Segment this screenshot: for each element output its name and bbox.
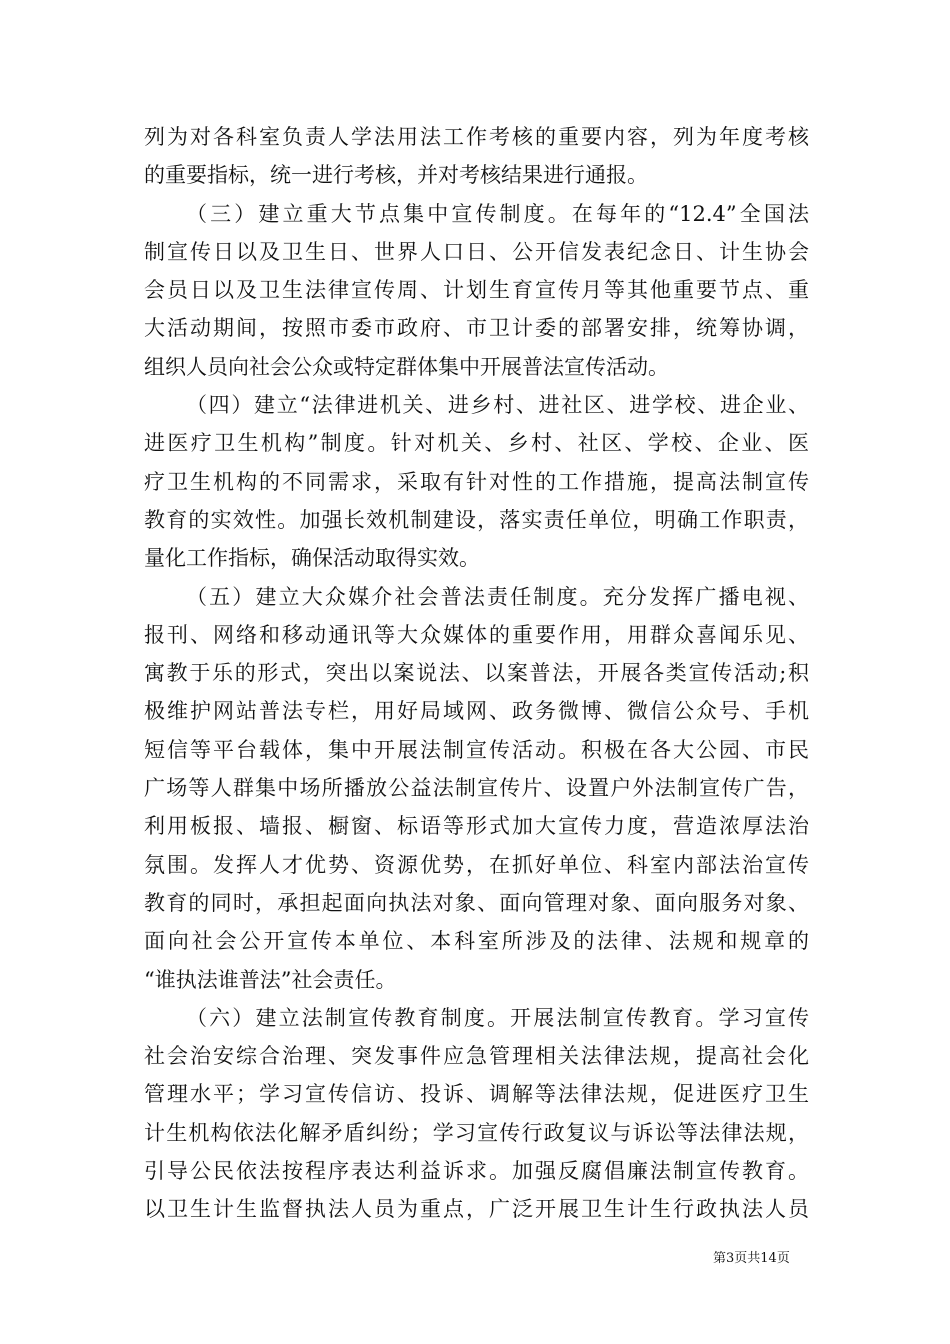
body-text	[144, 118, 809, 1229]
text-line-29: 以卫生计生监督执法人员为重点，广泛开展卫生计生行政执法人员	[144, 1197, 809, 1222]
text-line-22: 面向社会公开宣传本单位、本科室所涉及的法律、法规和规章的	[144, 929, 809, 954]
text-line-13: （五）建立大众媒介社会普法责任制度。充分发挥广播电视、	[186, 584, 809, 609]
text-line-4: 制宣传日以及卫生日、世界人口日、公开信发表纪念日、计生协会	[144, 239, 809, 264]
text-line-3: （三）建立重大节点集中宣传制度。在每年的“12.4”全国法	[186, 201, 809, 226]
text-line-21: 教育的同时，承担起面向执法对象、面向管理对象、面向服务对象、	[144, 890, 809, 915]
text-line-11: 教育的实效性。加强长效机制建设，落实责任单位，明确工作职责，	[144, 507, 809, 532]
text-line-20: 氛围。发挥人才优势、资源优势，在抓好单位、科室内部法治宣传	[144, 852, 809, 877]
text-line-18: 广场等人群集中场所播放公益法制宣传片、设置户外法制宣传广告，	[144, 776, 809, 801]
text-line-1: 列为对各科室负责人学法用法工作考核的重要内容，列为年度考核	[144, 125, 809, 149]
page-number: 第3页共14页	[713, 1251, 790, 1266]
text-line-16: 极维护网站普法专栏，用好局域网、政务微博、微信公众号、手机	[144, 699, 809, 724]
text-line-5: 会员日以及卫生法律宣传周、计划生育宣传月等其他重要节点、重	[144, 278, 809, 303]
text-line-10: 疗卫生机构的不同需求，采取有针对性的工作措施，提高法制宣传	[144, 469, 809, 494]
text-line-9: 进医疗卫生机构”制度。针对机关、乡村、社区、学校、企业、医	[144, 431, 809, 456]
text-line-7: 组织人员向社会公众或特定群体集中开展普法宣传活动。	[144, 354, 669, 379]
text-line-28: 引导公民依法按程序表达利益诉求。加强反腐倡廉法制宣传教育。	[144, 1159, 809, 1184]
text-line-2: 的重要指标，统一进行考核，并对考核结果进行通报。	[144, 163, 648, 188]
text-line-26: 管理水平；学习宣传信访、投诉、调解等法律法规，促进医疗卫生	[144, 1082, 809, 1107]
text-line-12: 量化工作指标，确保活动取得实效。	[144, 546, 480, 571]
text-line-24: （六）建立法制宣传教育制度。开展法制宣传教育。学习宣传	[186, 1005, 809, 1030]
text-line-15: 寓教于乐的形式，突出以案说法、以案普法，开展各类宣传活动;积	[144, 661, 809, 686]
text-line-8: （四）建立“法律进机关、进乡村、进社区、进学校、进企业、	[186, 393, 809, 418]
text-line-27: 计生机构依法化解矛盾纠纷；学习宣传行政复议与诉讼等法律法规，	[144, 1120, 809, 1145]
text-line-14: 报刊、网络和移动通讯等大众媒体的重要作用，用群众喜闻乐见、	[144, 622, 809, 647]
text-line-6: 大活动期间，按照市委市政府、市卫计委的部署安排，统筹协调，	[144, 316, 809, 341]
text-line-23: “谁执法谁普法”社会责任。	[144, 967, 397, 992]
text-line-17: 短信等平台载体，集中开展法制宣传活动。积极在各大公园、市民	[144, 737, 809, 762]
text-line-25: 社会治安综合治理、突发事件应急管理相关法律法规，提高社会化	[144, 1044, 809, 1069]
text-line-19: 利用板报、墙报、橱窗、标语等形式加大宣传力度，营造浓厚法治	[144, 814, 809, 839]
